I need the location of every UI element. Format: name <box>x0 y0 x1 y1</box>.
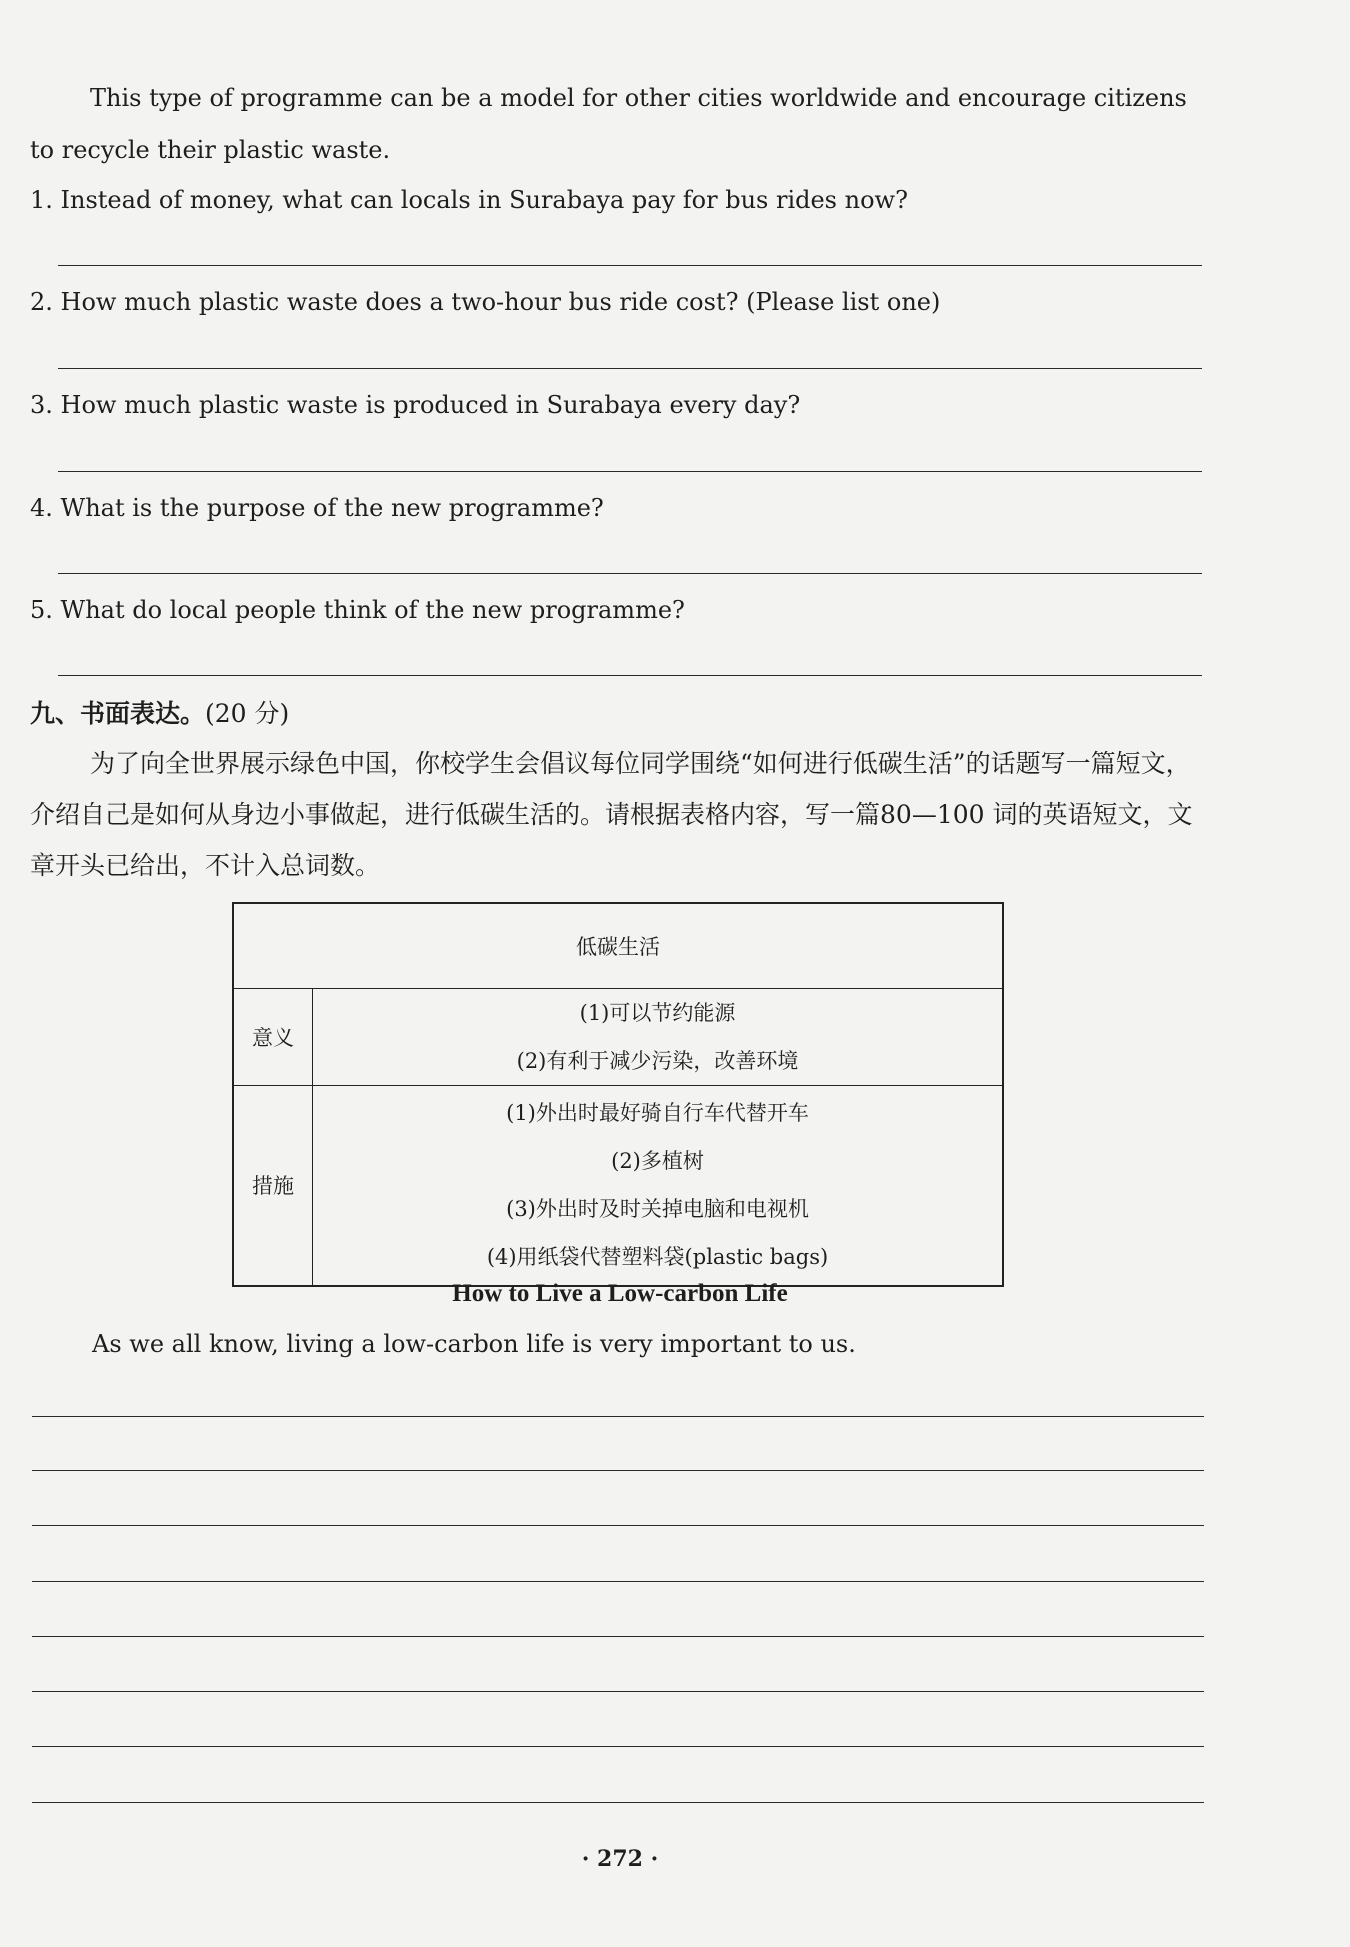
low-carbon-table <box>232 902 1004 1287</box>
table-item: (1)可以节约能源 <box>579 1001 736 1025</box>
writing-instructions: 为了向全世界展示绿色中国，你校学生会倡议每位同学围绕“如何进行低碳生活”的话题写一篇短文，介绍自己是如何从身边小事做起，进行低碳生活的。请根据表格内容，写一篇80—100 词的英语短文，文章开头已给出，不计入总词数。 <box>30 749 1193 880</box>
table-item: (1)外出时最好骑自行车代替开车 <box>506 1101 809 1126</box>
essay-opening: As we all know, living a low-carbon life is very important to us. <box>92 1330 856 1358</box>
page-number: · 272 · <box>581 1846 659 1872</box>
writing-section-heading <box>30 697 289 731</box>
writing-line[interactable] <box>32 1746 1204 1747</box>
table-row-significance <box>233 989 1003 1086</box>
answer-line-5[interactable] <box>58 675 1202 676</box>
table-item: (2)多植树 <box>611 1149 704 1174</box>
table-item: (4)用纸袋代替塑料袋(plastic bags) <box>486 1245 829 1270</box>
answer-line-3[interactable] <box>58 471 1202 472</box>
writing-line[interactable] <box>32 1581 1204 1582</box>
table-row-items <box>313 989 1004 1086</box>
table-row-measures <box>233 1086 1003 1286</box>
writing-line[interactable] <box>32 1691 1204 1692</box>
table-title: 低碳生活 <box>233 903 1003 989</box>
table-item: (2)有利于减少污染，改善环境 <box>516 1049 799 1073</box>
writing-line[interactable] <box>32 1525 1204 1526</box>
table-row-label: 措施 <box>233 1086 313 1286</box>
answer-line-4[interactable] <box>58 573 1202 574</box>
writing-heading-text: 九、书面表达。 <box>30 699 206 728</box>
question-1: 1. Instead of money, what can locals in Surabaya pay for bus rides now? <box>30 186 908 214</box>
table-item: (3)外出时及时关掉电脑和电视机 <box>506 1197 809 1222</box>
essay-title: How to Live a Low-carbon Life <box>452 1280 788 1307</box>
writing-line[interactable] <box>32 1416 1204 1417</box>
question-2: 2. How much plastic waste does a two-hour bus ride cost? (Please list one) <box>30 288 941 316</box>
reading-closing-paragraph: This type of programme can be a model for other cities worldwide and encourage citizens to recycle their plastic waste. <box>30 84 1187 164</box>
answer-line-1[interactable] <box>58 265 1202 266</box>
table-row-label: 意义 <box>233 989 313 1086</box>
question-5: 5. What do local people think of the new programme? <box>30 596 685 624</box>
answer-line-2[interactable] <box>58 368 1202 369</box>
question-3: 3. How much plastic waste is produced in Surabaya every day? <box>30 391 801 419</box>
writing-line[interactable] <box>32 1802 1204 1803</box>
writing-score: (20 分) <box>205 699 290 728</box>
writing-line[interactable] <box>32 1470 1204 1471</box>
writing-line[interactable] <box>32 1636 1204 1637</box>
table-row-items <box>313 1086 1004 1286</box>
question-4: 4. What is the purpose of the new programme? <box>30 494 604 522</box>
